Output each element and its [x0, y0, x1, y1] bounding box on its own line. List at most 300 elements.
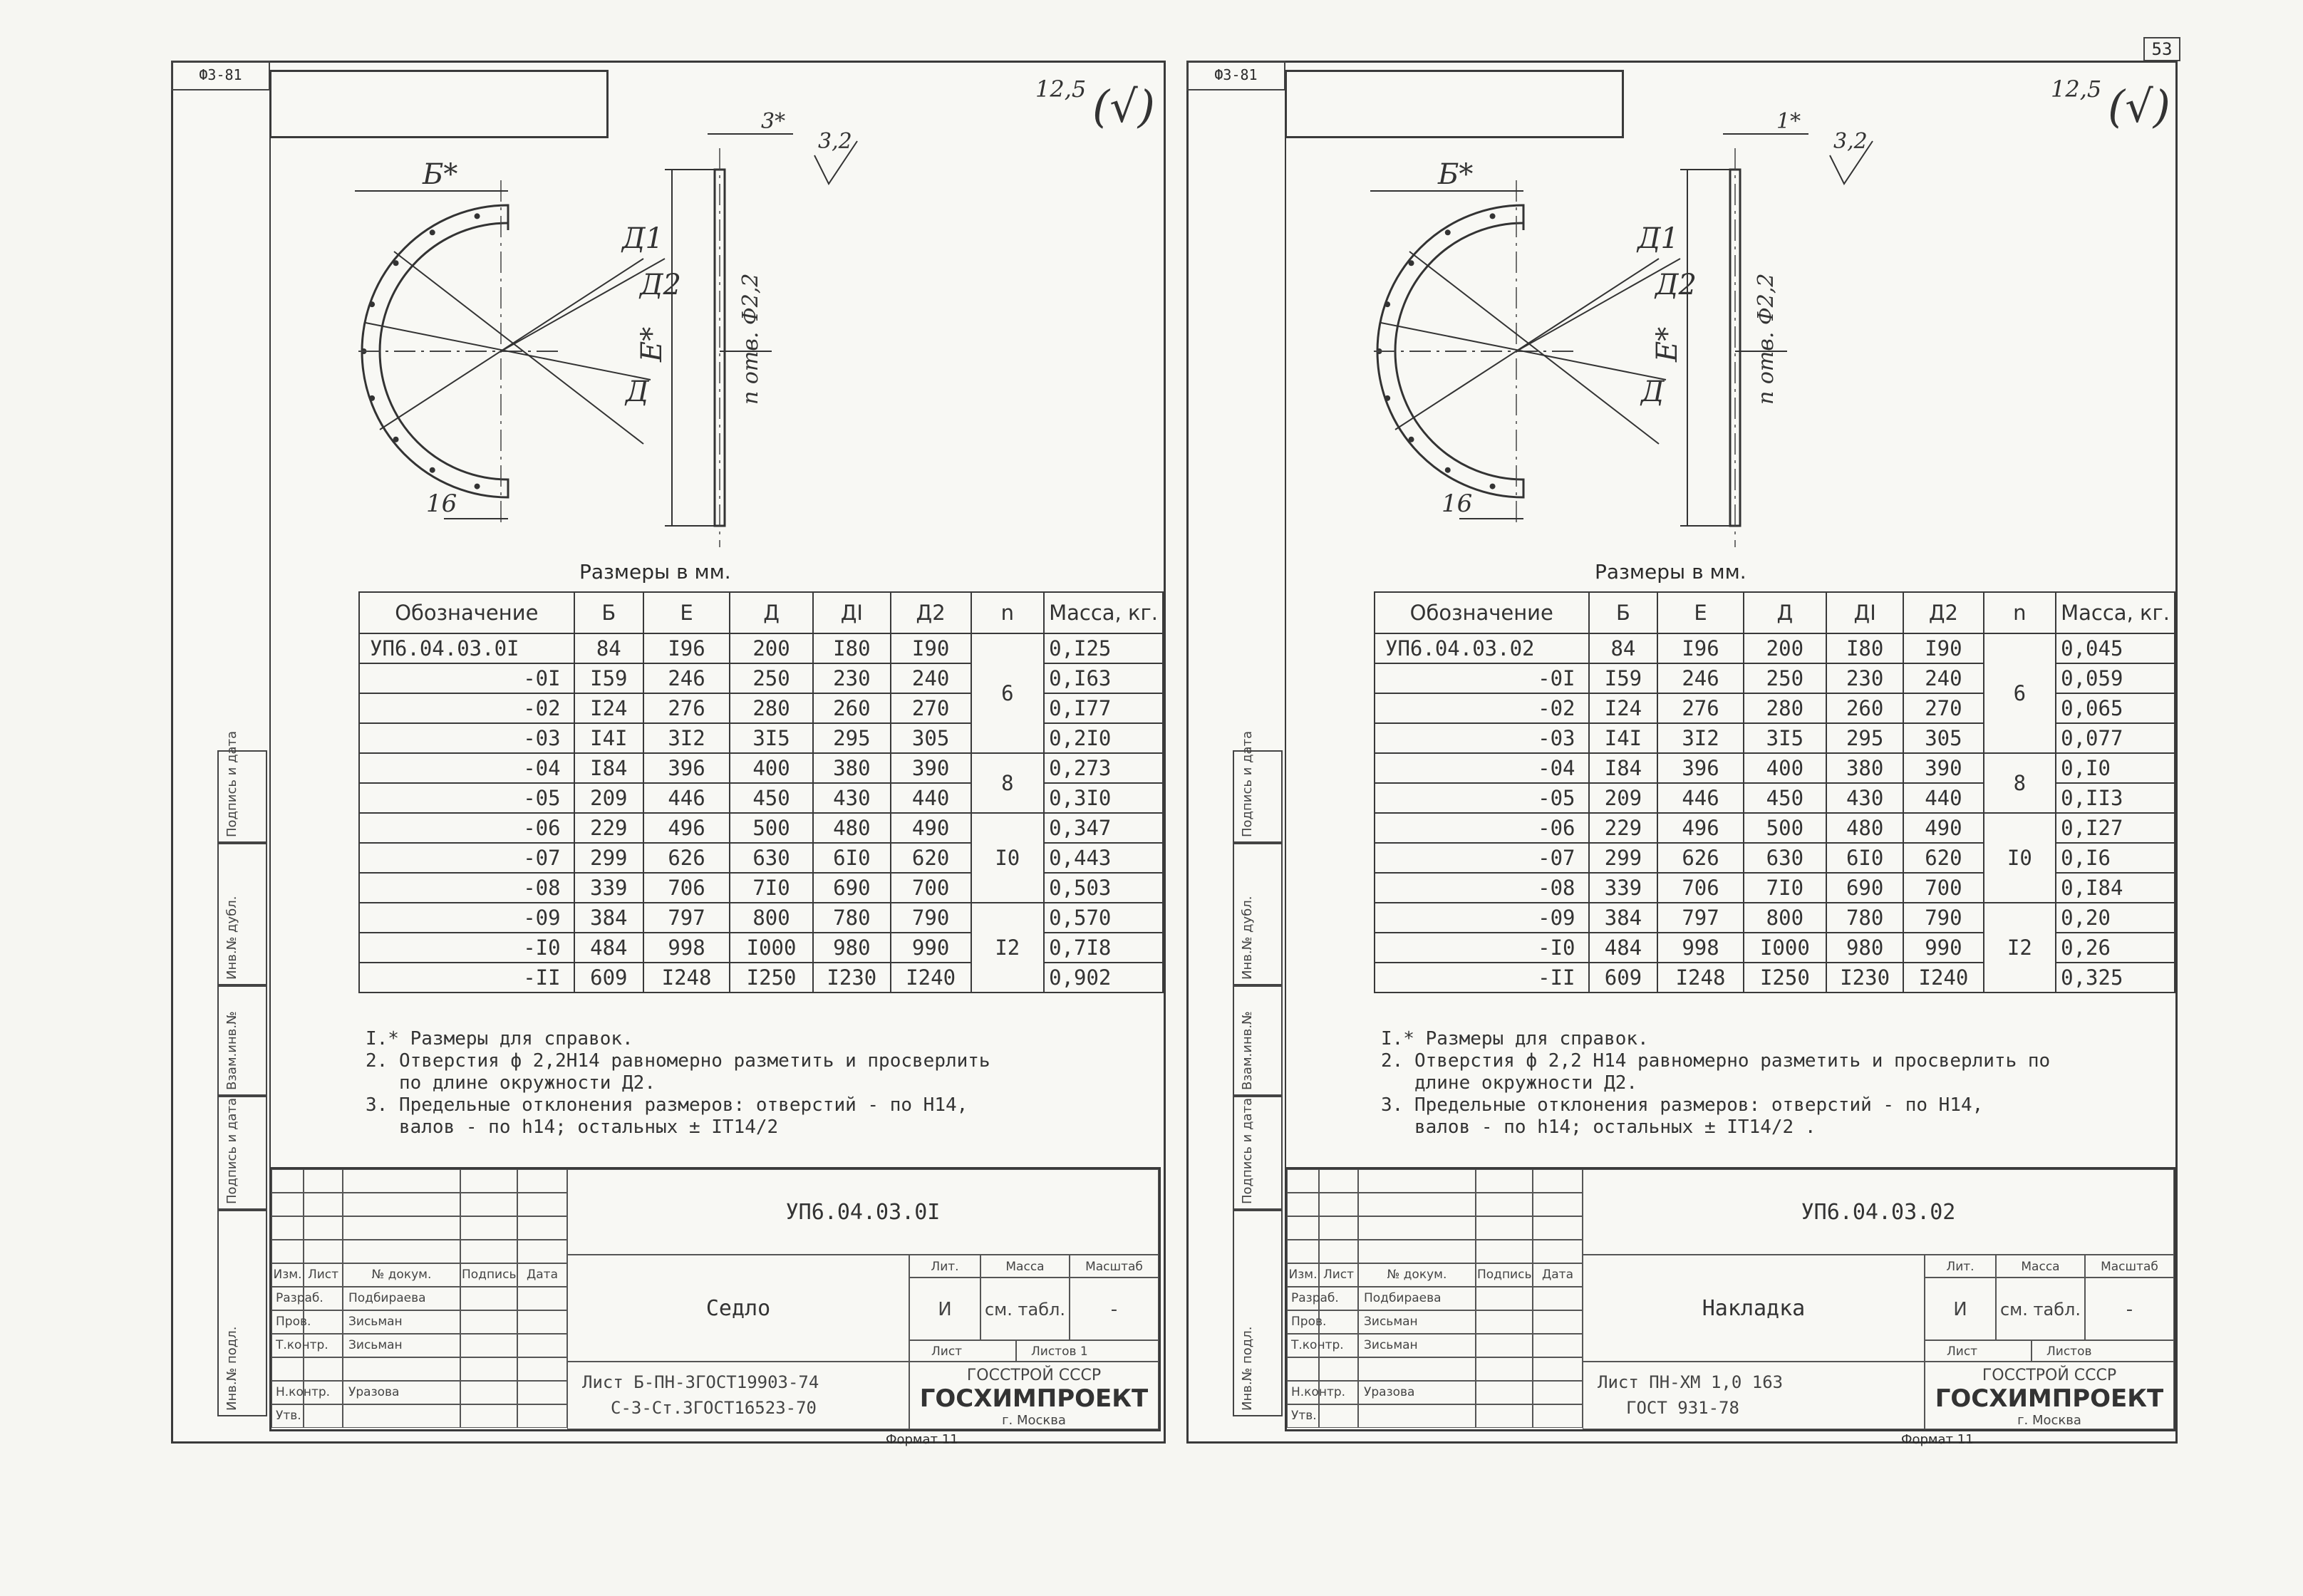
sig-grid-cell	[1358, 1169, 1476, 1193]
cell-mass: 0,325	[2056, 963, 2175, 993]
cell-d2: I90	[891, 633, 971, 663]
sig-grid-cell	[460, 1357, 517, 1381]
cell-d: I000	[730, 933, 813, 963]
table-row	[359, 903, 1163, 933]
cell-d1: 980	[813, 933, 891, 963]
sig-grid-cell	[517, 1287, 567, 1310]
sheets-label: Листов	[2032, 1340, 2174, 1362]
sig-grid-cell	[517, 1216, 567, 1240]
dim-label-hole: n отв. Ф2,2	[1754, 273, 1779, 405]
sig-grid-cell	[304, 1193, 343, 1216]
cell-d: 3I5	[1744, 723, 1826, 753]
sig-grid-cell	[1533, 1381, 1583, 1404]
cell-e: 3I2	[643, 723, 730, 753]
cell-e: 246	[1657, 663, 1743, 693]
dim-label-b: Б*	[1438, 158, 1474, 191]
sig-header: Подпись	[1477, 1268, 1531, 1282]
table-row	[1375, 813, 2175, 843]
dimensions-table	[1374, 591, 2175, 993]
column-header: Д	[730, 592, 813, 633]
column-header: Е	[1657, 592, 1743, 633]
cell-b: 384	[1589, 903, 1658, 933]
hole-mark	[1385, 395, 1390, 401]
binding-strip	[217, 730, 267, 1416]
hole-mark	[475, 484, 480, 489]
cell-b: I59	[1589, 663, 1658, 693]
sig-grid-cell	[460, 1287, 517, 1310]
cell-d: 450	[730, 783, 813, 813]
format-label: Формат 11	[1901, 1432, 1974, 1447]
sig-name: Зисьман	[1364, 1338, 1418, 1352]
cell-d1: 6I0	[813, 843, 891, 873]
sig-header: Изм.	[273, 1268, 302, 1282]
cell-d: 450	[1744, 783, 1826, 813]
sig-role: Утв.	[276, 1409, 301, 1423]
part-name: Седло	[567, 1255, 909, 1362]
binding-label: Подпись и дата	[1240, 1097, 1255, 1204]
binding-cell	[1233, 843, 1283, 985]
material-spec	[567, 1362, 909, 1429]
column-header: Масса, кг.	[1044, 592, 1163, 633]
column-header: Б	[1589, 592, 1658, 633]
sig-grid-cell	[1533, 1357, 1583, 1381]
cell-d2: 240	[891, 663, 971, 693]
sig-grid-cell	[1319, 1216, 1358, 1240]
sig-grid-cell	[1358, 1240, 1476, 1263]
roughness-main: 12,5	[2051, 76, 2102, 103]
cell-b: 609	[1589, 963, 1658, 993]
cell-designation: -02	[1375, 693, 1589, 723]
sig-header: Дата	[526, 1268, 559, 1282]
dim-label-d: Д	[626, 375, 649, 408]
sig-grid-cell	[1533, 1169, 1583, 1193]
title-designation: УП6.04.03.0I	[567, 1169, 1159, 1255]
cell-e: 496	[643, 813, 730, 843]
cell-d1: 430	[813, 783, 891, 813]
sig-role: Разраб.	[1291, 1291, 1339, 1305]
cell-d: 500	[1744, 813, 1826, 843]
column-header: Обозначение	[359, 592, 574, 633]
sig-grid-cell	[343, 1169, 460, 1193]
binding-label: Подпись и дата	[224, 730, 239, 837]
cell-e: 276	[643, 693, 730, 723]
sig-header: Подпись	[462, 1268, 516, 1282]
sig-role	[1288, 1357, 1357, 1381]
title-block	[269, 1167, 1161, 1431]
cell-n: I0	[971, 813, 1045, 903]
cell-b: I84	[574, 753, 643, 783]
sig-grid-cell	[1476, 1310, 1533, 1334]
cell-designation: -09	[1375, 903, 1589, 933]
cell-b: 209	[574, 783, 643, 813]
cell-d1: 480	[813, 813, 891, 843]
roughness-main: 12,5	[1035, 76, 1087, 103]
cell-b: I24	[1589, 693, 1658, 723]
cell-b: 229	[1589, 813, 1658, 843]
hole-mark	[1385, 301, 1390, 307]
sig-grid-cell	[343, 1193, 460, 1216]
sig-grid-cell	[1358, 1216, 1476, 1240]
cell-b: 209	[1589, 783, 1658, 813]
cell-designation: -II	[1375, 963, 1589, 993]
sig-grid-cell	[1319, 1169, 1358, 1193]
cell-designation: -05	[359, 783, 574, 813]
cell-d2: 790	[891, 903, 971, 933]
notes-block	[366, 1028, 990, 1139]
cell-b: 484	[1589, 933, 1658, 963]
cell-designation: -08	[1375, 873, 1589, 903]
cell-b: 339	[1589, 873, 1658, 903]
column-header: Масса, кг.	[2056, 592, 2175, 633]
cell-b: I24	[574, 693, 643, 723]
binding-strip	[1233, 730, 1283, 1416]
dim-label-d: Д	[1641, 375, 1665, 408]
table-row	[359, 813, 1163, 843]
cell-d2: I240	[1903, 963, 1983, 993]
sig-header: Изм.	[1288, 1268, 1318, 1282]
dim-label-e: Е*	[1651, 326, 1684, 362]
note-line: 2. Отверстия ф 2,2 Н14 равномерно разметить и просверлить по	[1381, 1050, 2051, 1072]
cell-d1: 780	[1826, 903, 1903, 933]
cell-d1: 230	[1826, 663, 1903, 693]
table-header-row	[359, 592, 1163, 633]
material-line-2: ГОСТ 931-78	[1626, 1398, 1739, 1418]
cell-mass: 0,I25	[1044, 633, 1163, 663]
hole-mark	[430, 229, 435, 235]
format-stamp: Ф3-81	[1186, 61, 1285, 90]
org-line-1: ГОССТРОЙ СССР	[1982, 1367, 2117, 1384]
cell-d2: 240	[1903, 663, 1983, 693]
dims-caption: Размеры в мм.	[1595, 560, 1746, 584]
sig-grid-cell	[517, 1334, 567, 1357]
sig-header: № докум.	[371, 1268, 432, 1282]
hole-mark	[393, 437, 399, 442]
cell-d1: 480	[1826, 813, 1903, 843]
cell-mass: 0,20	[2056, 903, 2175, 933]
sig-grid-cell	[517, 1404, 567, 1428]
cell-d1: 260	[813, 693, 891, 723]
cell-d2: 490	[891, 813, 971, 843]
cell-designation: -07	[359, 843, 574, 873]
cell-e: 246	[643, 663, 730, 693]
cell-e: 626	[643, 843, 730, 873]
note-line: по длине окружности Д2.	[366, 1072, 656, 1094]
cell-d2: 620	[891, 843, 971, 873]
org-line-2: ГОСХИМПРОЕКТ	[919, 1384, 1149, 1413]
sig-grid-cell	[517, 1357, 567, 1381]
cell-d: 280	[1744, 693, 1826, 723]
sig-grid-cell	[1533, 1310, 1583, 1334]
table-header-row	[1375, 592, 2175, 633]
cell-d: 250	[1744, 663, 1826, 693]
lit-label: Лит.	[1925, 1255, 1996, 1278]
cell-d1: 780	[813, 903, 891, 933]
sig-role: Утв.	[1291, 1409, 1317, 1423]
cell-d: 400	[730, 753, 813, 783]
sig-grid-cell	[271, 1169, 304, 1193]
dimensions-table	[358, 591, 1164, 993]
sig-grid-cell	[304, 1216, 343, 1240]
cell-d1: 690	[1826, 873, 1903, 903]
cell-d1: 380	[813, 753, 891, 783]
cell-d: 630	[1744, 843, 1826, 873]
binding-label: Взам.инв.№	[1240, 1011, 1255, 1090]
org-city: г. Москва	[2017, 1413, 2081, 1428]
cell-d1: I230	[813, 963, 891, 993]
sig-grid-cell	[460, 1334, 517, 1357]
cell-d: 800	[730, 903, 813, 933]
cell-d1: 230	[813, 663, 891, 693]
note-line: валов - по h14; остальных ± IT14/2 .	[1381, 1116, 1816, 1138]
cell-b: I59	[574, 663, 643, 693]
note-line: 3. Предельные отклонения размеров: отверстий - по Н14,	[1381, 1094, 1984, 1116]
note-line: длине окружности Д2.	[1381, 1072, 1638, 1094]
cell-n: 6	[1984, 633, 2056, 753]
cell-e: I96	[643, 633, 730, 663]
sig-grid-cell	[1533, 1334, 1583, 1357]
cell-e: 396	[1657, 753, 1743, 783]
sig-header: Лист	[307, 1268, 339, 1282]
cell-designation: -02	[359, 693, 574, 723]
cell-designation: -06	[1375, 813, 1589, 843]
cell-mass: 0,3I0	[1044, 783, 1163, 813]
hole-mark	[1445, 467, 1451, 473]
sig-grid-cell	[304, 1169, 343, 1193]
cell-d: 3I5	[730, 723, 813, 753]
sig-grid-cell	[1476, 1240, 1533, 1263]
cell-e: 396	[643, 753, 730, 783]
cell-d: 800	[1744, 903, 1826, 933]
cell-e: 3I2	[1657, 723, 1743, 753]
cell-mass: 0,503	[1044, 873, 1163, 903]
cell-d2: 490	[1903, 813, 1983, 843]
roughness-check: (√)	[1092, 81, 1155, 133]
sig-role: Н.контр.	[1291, 1385, 1346, 1399]
cell-designation: -08	[359, 873, 574, 903]
cell-mass: 0,I27	[2056, 813, 2175, 843]
column-header: Е	[643, 592, 730, 633]
dim-label-thickness: 3*	[761, 109, 786, 134]
roughness-local: 3,2	[1833, 129, 1868, 154]
cell-mass: 0,II3	[2056, 783, 2175, 813]
sig-grid-cell	[517, 1240, 567, 1263]
column-header: n	[971, 592, 1045, 633]
cell-d: 7I0	[730, 873, 813, 903]
sig-grid-cell	[1319, 1240, 1358, 1263]
mass-label: Масса	[1996, 1255, 2085, 1278]
dim-label-d1: Д1	[1637, 222, 1679, 255]
material-line-1: Лист Б-ПН-3ГОСТ19903-74	[582, 1372, 819, 1392]
cell-designation: -0I	[1375, 663, 1589, 693]
binding-label: Инв.№ дубл.	[1240, 896, 1255, 980]
cell-designation: -04	[359, 753, 574, 783]
organization-block	[909, 1362, 1159, 1429]
binding-label: Подпись и дата	[224, 1097, 239, 1204]
title-designation: УП6.04.03.02	[1583, 1169, 2174, 1255]
hole-mark	[1490, 484, 1496, 489]
sig-role: Пров.	[276, 1315, 311, 1329]
cell-d: 280	[730, 693, 813, 723]
sig-grid-cell	[517, 1169, 567, 1193]
cell-d1: 6I0	[1826, 843, 1903, 873]
cell-mass: 0,045	[2056, 633, 2175, 663]
binding-cell	[1233, 985, 1283, 1096]
sig-name	[344, 1357, 458, 1381]
cell-mass: 0,077	[2056, 723, 2175, 753]
sig-grid-cell	[1533, 1193, 1583, 1216]
organization-block	[1925, 1362, 2174, 1429]
sig-header: Дата	[1541, 1268, 1574, 1282]
cell-designation: -0I	[359, 663, 574, 693]
cell-mass: 0,443	[1044, 843, 1163, 873]
cell-designation: -05	[1375, 783, 1589, 813]
table-row	[359, 753, 1163, 783]
sig-grid-cell	[517, 1310, 567, 1334]
sig-grid-cell	[517, 1193, 567, 1216]
sig-grid-cell	[271, 1193, 304, 1216]
sig-grid-cell	[1533, 1216, 1583, 1240]
cell-b: I4I	[1589, 723, 1658, 753]
cell-d: I250	[1744, 963, 1826, 993]
binding-label: Инв.№ подл.	[224, 1326, 239, 1411]
cell-d1: 260	[1826, 693, 1903, 723]
cell-mass: 0,273	[1044, 753, 1163, 783]
sig-grid-cell	[460, 1381, 517, 1404]
sig-name	[1360, 1404, 1474, 1428]
cell-n: 8	[971, 753, 1045, 813]
cell-d1: I80	[1826, 633, 1903, 663]
sig-header: № докум.	[1387, 1268, 1447, 1282]
cell-e: 706	[1657, 873, 1743, 903]
sig-role: Н.контр.	[276, 1385, 331, 1399]
cell-n: 6	[971, 633, 1045, 753]
binding-cell	[217, 985, 267, 1096]
sig-name	[344, 1404, 458, 1428]
column-header: Д2	[891, 592, 971, 633]
material-line-2: С-3-Ст.3ГОСТ16523-70	[611, 1398, 817, 1418]
cell-designation: -07	[1375, 843, 1589, 873]
cell-d2: 990	[891, 933, 971, 963]
sig-grid-cell	[304, 1240, 343, 1263]
cell-n: I0	[1984, 813, 2056, 903]
cell-d2: 620	[1903, 843, 1983, 873]
cell-e: 797	[1657, 903, 1743, 933]
hole-mark	[1445, 229, 1451, 235]
sig-header: Лист	[1323, 1268, 1355, 1282]
sig-grid-cell	[1476, 1404, 1533, 1428]
cell-b: 299	[1589, 843, 1658, 873]
cell-designation: -09	[359, 903, 574, 933]
sig-grid-cell	[1287, 1193, 1319, 1216]
sig-grid-cell	[460, 1216, 517, 1240]
sig-name	[1360, 1357, 1474, 1381]
cell-d: 630	[730, 843, 813, 873]
dim-label-e: Е*	[636, 326, 668, 362]
cell-mass: 0,570	[1044, 903, 1163, 933]
sheets-label: Листов 1	[1016, 1340, 1159, 1362]
sig-grid-cell	[343, 1240, 460, 1263]
cell-e: 496	[1657, 813, 1743, 843]
cell-b: 609	[574, 963, 643, 993]
sig-grid-cell	[460, 1169, 517, 1193]
column-header: Б	[574, 592, 643, 633]
cell-e: 446	[643, 783, 730, 813]
note-line: I.* Размеры для справок.	[1381, 1028, 1649, 1050]
sig-grid-cell	[1476, 1287, 1533, 1310]
sig-name: Уразова	[348, 1385, 400, 1399]
column-header: Д	[1744, 592, 1826, 633]
mass-label: Масса	[980, 1255, 1070, 1278]
cell-e: 998	[643, 933, 730, 963]
binding-label: Инв.№ подл.	[1240, 1326, 1255, 1411]
cell-d1: 380	[1826, 753, 1903, 783]
part-name: Накладка	[1583, 1255, 1925, 1362]
cell-mass: 0,26	[2056, 933, 2175, 963]
cell-d1: I80	[813, 633, 891, 663]
column-header: ДI	[813, 592, 891, 633]
cell-d1: 980	[1826, 933, 1903, 963]
cell-e: 706	[643, 873, 730, 903]
sig-grid-cell	[1476, 1357, 1533, 1381]
dim-label-16: 16	[1442, 489, 1473, 518]
note-line: I.* Размеры для справок.	[366, 1028, 633, 1050]
cell-d1: 430	[1826, 783, 1903, 813]
hole-mark	[1409, 260, 1414, 266]
hole-mark	[369, 301, 375, 307]
table-row	[359, 633, 1163, 663]
cell-mass: 0,I0	[2056, 753, 2175, 783]
cell-e: 276	[1657, 693, 1743, 723]
sig-grid-cell	[1476, 1216, 1533, 1240]
sig-name: Зисьман	[1364, 1315, 1418, 1329]
cell-d: 200	[1744, 633, 1826, 663]
note-line: валов - по h14; остальных ± IT14/2	[366, 1116, 779, 1138]
format-label: Формат 11	[886, 1432, 958, 1447]
drawing-sheet-right	[1186, 61, 2178, 1447]
cell-designation: -03	[359, 723, 574, 753]
cell-d2: 305	[891, 723, 971, 753]
notes-block	[1381, 1028, 2050, 1139]
material-line-1: Лист ПН-ХМ 1,0 163	[1598, 1372, 1784, 1392]
sig-grid-cell	[271, 1240, 304, 1263]
scale-value: -	[2085, 1278, 2174, 1340]
lit-value: И	[1925, 1278, 1996, 1340]
sig-name: Подбираева	[1364, 1291, 1442, 1305]
table-row	[1375, 633, 2175, 663]
cell-d2: 270	[1903, 693, 1983, 723]
cell-d: 200	[730, 633, 813, 663]
cell-d: 7I0	[1744, 873, 1826, 903]
note-line: 2. Отверстия ф 2,2Н14 равномерно разметить и просверлить	[366, 1050, 990, 1072]
roughness-local: 3,2	[818, 129, 852, 154]
note-line: 3. Предельные отклонения размеров: отверстий - по Н14,	[366, 1094, 968, 1116]
cell-d: 250	[730, 663, 813, 693]
sheet-label: Лист	[1925, 1340, 2032, 1362]
cell-designation: УП6.04.03.02	[1375, 633, 1589, 663]
part-drawing	[1331, 105, 2115, 576]
scale-value: -	[1070, 1278, 1159, 1340]
binding-cell	[217, 843, 267, 985]
cell-d2: 440	[891, 783, 971, 813]
cell-designation: -04	[1375, 753, 1589, 783]
sig-role: Разраб.	[276, 1291, 324, 1305]
sig-grid-cell	[343, 1216, 460, 1240]
cell-designation: -II	[359, 963, 574, 993]
sig-grid-cell	[1476, 1193, 1533, 1216]
cell-b: 299	[574, 843, 643, 873]
cell-b: 229	[574, 813, 643, 843]
sig-grid-cell	[1533, 1404, 1583, 1428]
